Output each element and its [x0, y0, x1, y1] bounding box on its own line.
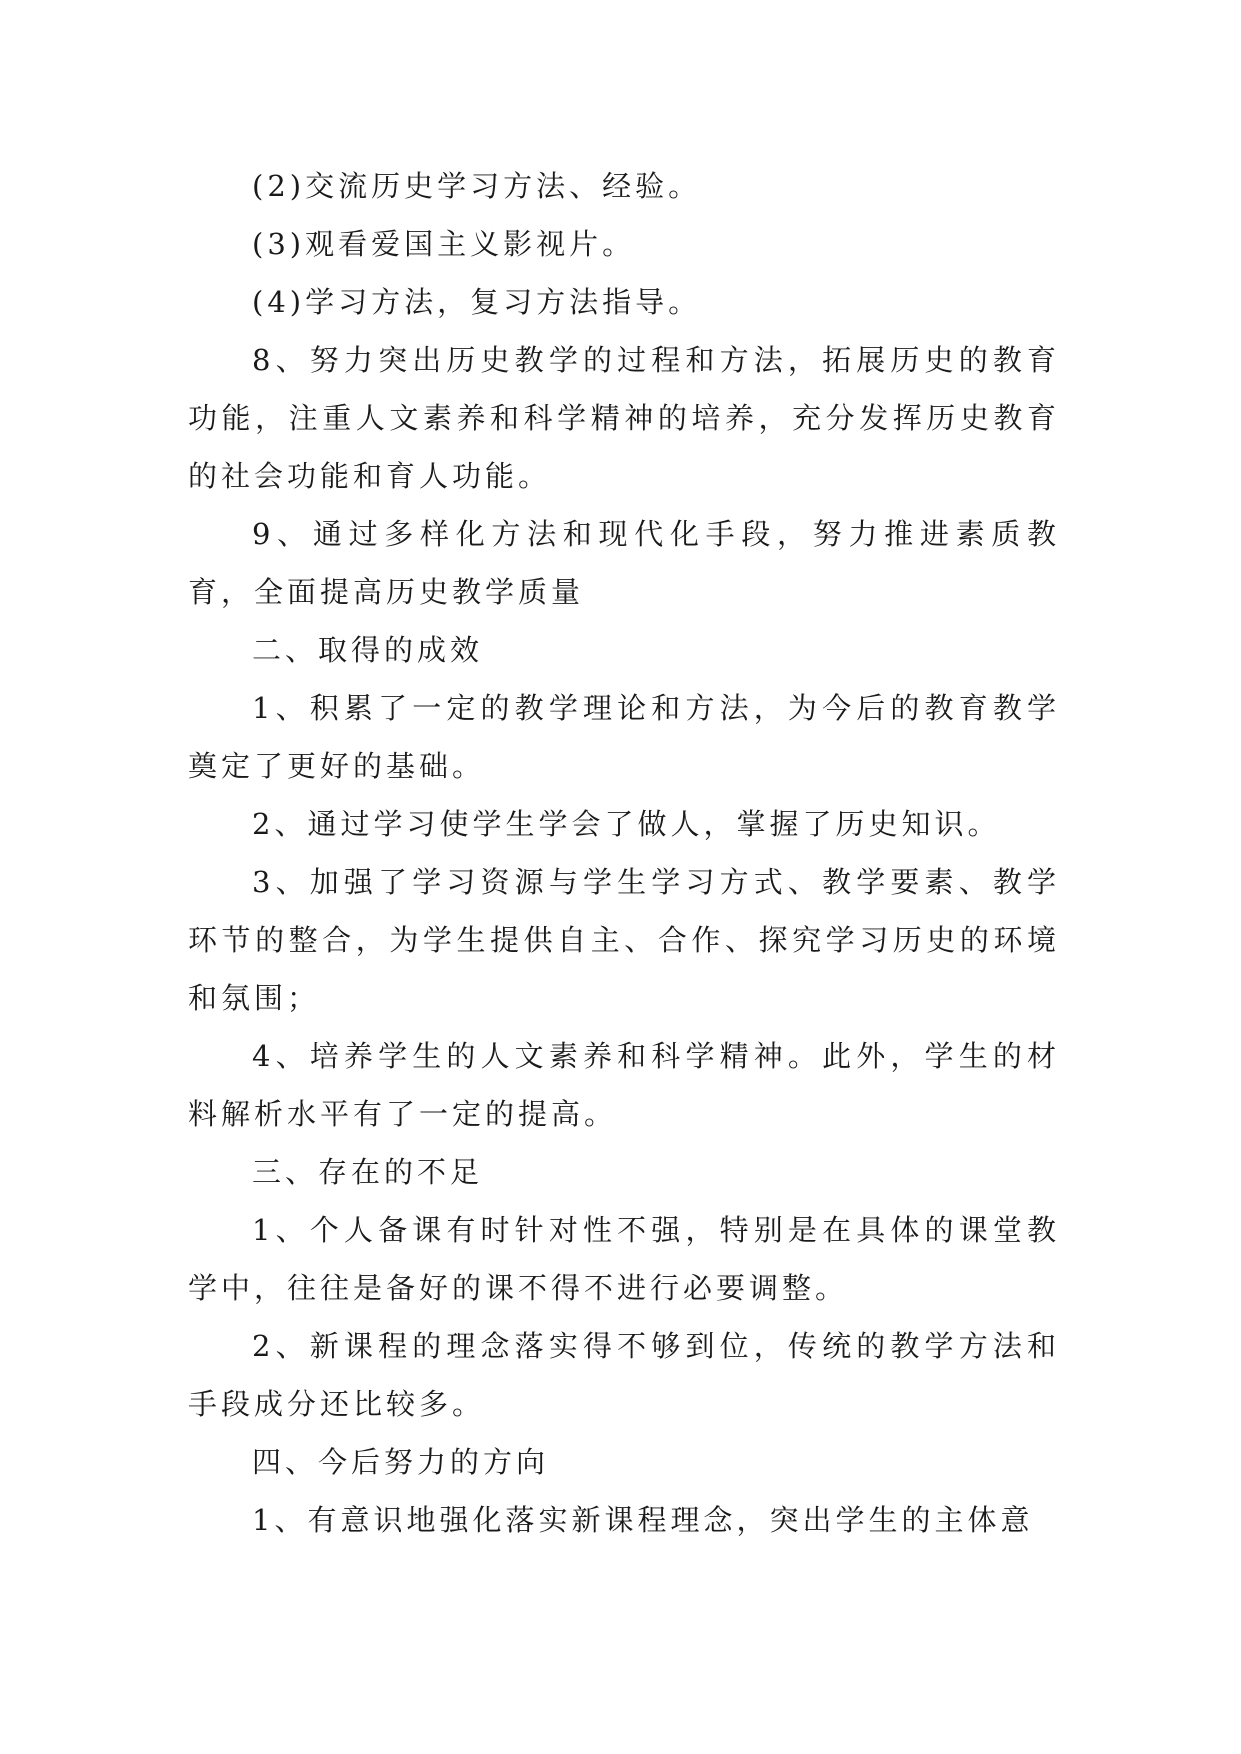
paragraph-direction-1: 1、有意识地强化落实新课程理念，突出学生的主体意	[252, 1503, 1034, 1537]
section-heading-achievements: 二、取得的成效	[252, 633, 484, 667]
section-heading-shortcomings: 三、存在的不足	[252, 1155, 484, 1189]
section-heading-future-direction: 四、今后努力的方向	[252, 1445, 550, 1479]
paragraph-achievement-1: 1、积累了一定的教学理论和方法，为今后的教育教学奠定了更好的基础。	[188, 691, 1060, 783]
paragraph-point-8: 8、努力突出历史教学的过程和方法，拓展历史的教育功能，注重人文素养和科学精神的培养，充分发挥历史教育的社会功能和育人功能。	[188, 343, 1060, 493]
paragraph-shortcoming-2: 2、新课程的理念落实得不够到位，传统的教学方法和手段成分还比较多。	[188, 1329, 1060, 1421]
paragraph-achievement-4: 4、培养学生的人文素养和科学精神。此外，学生的材料解析水平有了一定的提高。	[188, 1039, 1060, 1131]
paragraph-shortcoming-1: 1、个人备课有时针对性不强，特别是在具体的课堂教学中，往往是备好的课不得不进行必要调整。	[188, 1213, 1060, 1305]
paragraph-item-2: (2)交流历史学习方法、经验。	[252, 169, 702, 203]
paragraph-item-3: (3)观看爱国主义影视片。	[252, 227, 636, 261]
paragraph-point-9: 9、通过多样化方法和现代化手段，努力推进素质教育，全面提高历史教学质量	[188, 517, 1060, 609]
paragraph-item-4: (4)学习方法，复习方法指导。	[252, 285, 702, 319]
paragraph-achievement-2: 2、通过学习使学生学会了做人，掌握了历史知识。	[252, 807, 1001, 841]
paragraph-achievement-3: 3、加强了学习资源与学生学习方式、教学要素、教学环节的整合，为学生提供自主、合作、探究学习历史的环境和氛围；	[188, 865, 1060, 1015]
document-body	[188, 157, 1060, 1549]
